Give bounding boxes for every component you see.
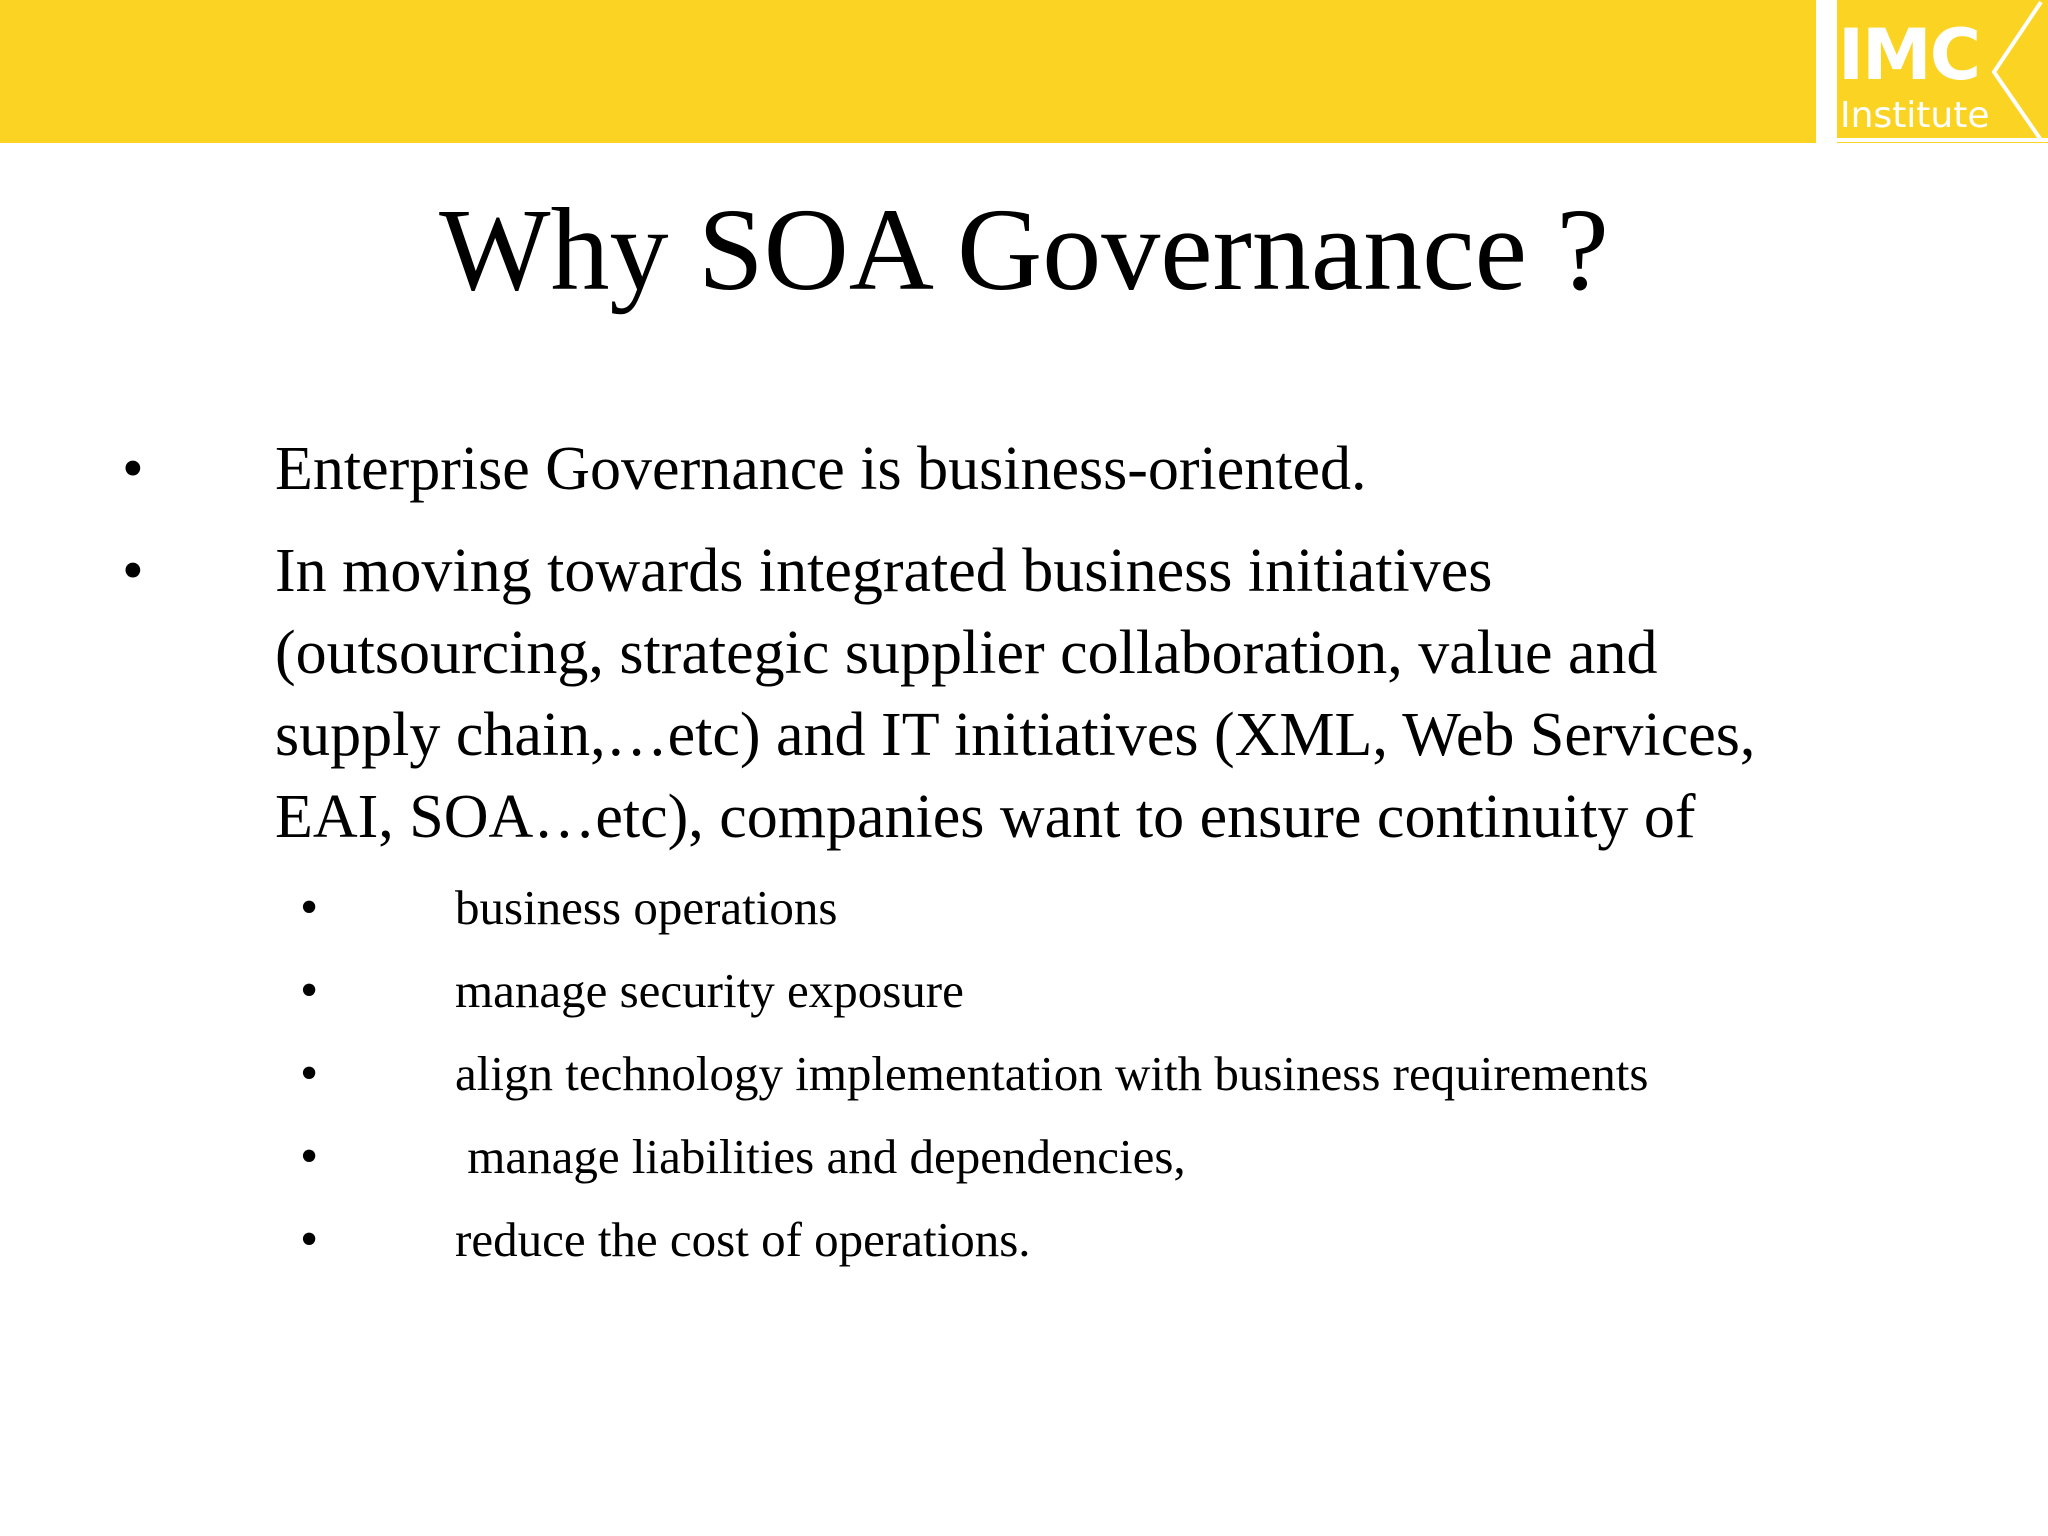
- bullet-text-line: Enterprise Governance is business-oriented.: [275, 435, 1367, 503]
- bullet-marker: •: [122, 435, 144, 503]
- logo-text-imc: IMC: [1838, 14, 1980, 96]
- sub-bullet-text: reduce the cost of operations.: [455, 1212, 1031, 1267]
- bullet-text-line: In moving towards integrated business initiatives: [275, 537, 1493, 605]
- sub-bullet-marker: •: [300, 1211, 319, 1268]
- sub-bullet-marker: •: [300, 879, 319, 936]
- logo-text-institute: Institute: [1840, 95, 1990, 136]
- imc-institute-logo: [1834, 0, 2048, 143]
- sub-bullet-text: manage security exposure: [455, 963, 964, 1018]
- sub-bullet-text: align technology implementation with business requirements: [455, 1046, 1649, 1101]
- bullet-text-line: (outsourcing, strategic supplier collaboration, value and: [275, 619, 1658, 687]
- bullet-text-line: EAI, SOA…etc), companies want to ensure continuity of: [275, 783, 1696, 851]
- sub-bullet-marker: •: [300, 1045, 319, 1102]
- slide-title: Why SOA Governance ?: [439, 184, 1609, 315]
- sub-bullet-marker: •: [300, 1128, 319, 1185]
- bullet-text-line: supply chain,…etc) and IT initiatives (XML, Web Services,: [275, 701, 1756, 769]
- sub-bullet-text: business operations: [455, 880, 838, 935]
- sub-bullet-text: manage liabilities and dependencies,: [455, 1129, 1186, 1184]
- sub-bullet-marker: •: [300, 962, 319, 1019]
- header-bar: [0, 0, 1816, 143]
- bullet-marker: •: [122, 537, 144, 605]
